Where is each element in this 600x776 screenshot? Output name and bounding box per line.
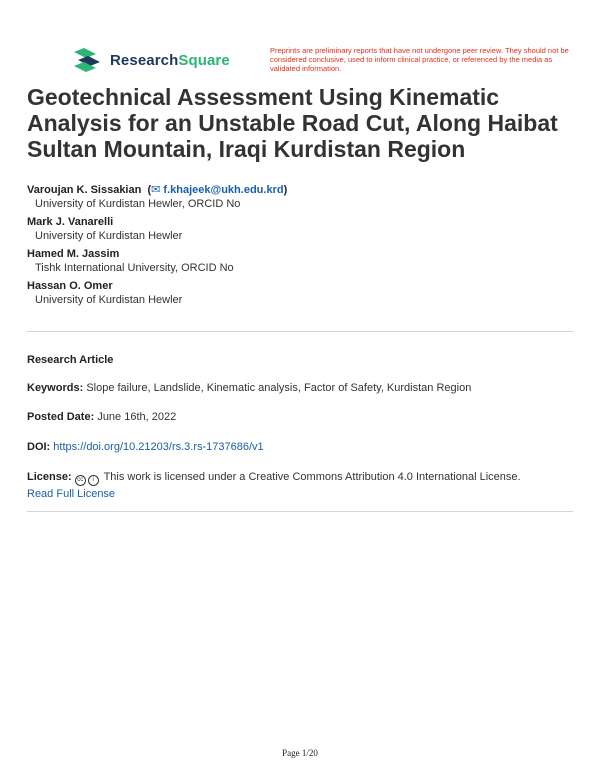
doi-link[interactable]: https://doi.org/10.21203/rs.3.rs-1737686/v1 <box>53 441 264 453</box>
doi-label: DOI: <box>27 441 51 453</box>
divider-top <box>27 331 573 332</box>
article-type <box>27 352 573 368</box>
keywords-value: Slope failure, Landslide, Kinematic analysis, Factor of Safety, Kurdistan Region <box>86 382 472 394</box>
page-number: Page 1/20 <box>282 748 318 758</box>
paper-title: Geotechnical Assessment Using Kinematic Analysis for an Unstable Road Cut, Along Haibat Sultan Mountain, Iraqi Kurdistan Region <box>27 84 558 162</box>
author-1-email-link[interactable]: f.khajeek@ukh.edu.krd <box>163 184 284 196</box>
keywords-label: Keywords: <box>27 382 84 394</box>
posted-date-line <box>27 409 573 425</box>
doi-line <box>27 439 573 455</box>
posted-date-value: June 16th, 2022 <box>97 411 177 423</box>
divider-bottom <box>27 511 573 512</box>
keywords-line <box>27 380 573 396</box>
cc-by-icon: i <box>88 475 99 486</box>
author-4-affiliation: University of Kurdistan Hewler <box>35 294 183 306</box>
logo-research-text: Research <box>110 51 179 69</box>
author-2-affiliation: University of Kurdistan Hewler <box>35 230 183 242</box>
cc-icon: cc <box>75 475 86 486</box>
author-1-affiliation: University of Kurdistan Hewler, ORCID No <box>35 198 241 210</box>
logo-wordmark <box>110 52 230 69</box>
license-line <box>27 469 573 502</box>
research-square-logo-icon <box>74 48 102 72</box>
author-2-name: Mark J. Vanarelli <box>27 216 114 228</box>
author-1-name: Varoujan K. Sissakian <box>27 184 142 196</box>
page-header <box>74 46 569 78</box>
author-3-name: Hamed M. Jassim <box>27 248 120 260</box>
posted-date-label: Posted Date: <box>27 411 95 423</box>
license-label: License: <box>27 471 72 483</box>
logo-square-text: Square <box>178 51 230 69</box>
author-3-affiliation: Tishk International University, ORCID No <box>35 262 234 274</box>
email-icon: ✉ <box>151 184 161 196</box>
author-list <box>27 180 567 308</box>
preprint-disclaimer: Preprints are preliminary reports that have not undergone peer review. They should not be considered conclusive, used to inform clinical practice, or referenced by the media as validated information. <box>270 46 569 73</box>
article-type-label: Research Article <box>27 354 114 366</box>
author-4-name: Hassan O. Omer <box>27 280 113 292</box>
author-name: Varoujan K. Sissakian (✉ f.khajeek@ukh.edu.krd) <box>27 184 288 196</box>
license-text: This work is licensed under a Creative Commons Attribution 4.0 International License. <box>103 471 521 483</box>
research-square-logo[interactable] <box>74 48 230 72</box>
read-full-license-link[interactable]: Read Full License <box>27 488 116 500</box>
